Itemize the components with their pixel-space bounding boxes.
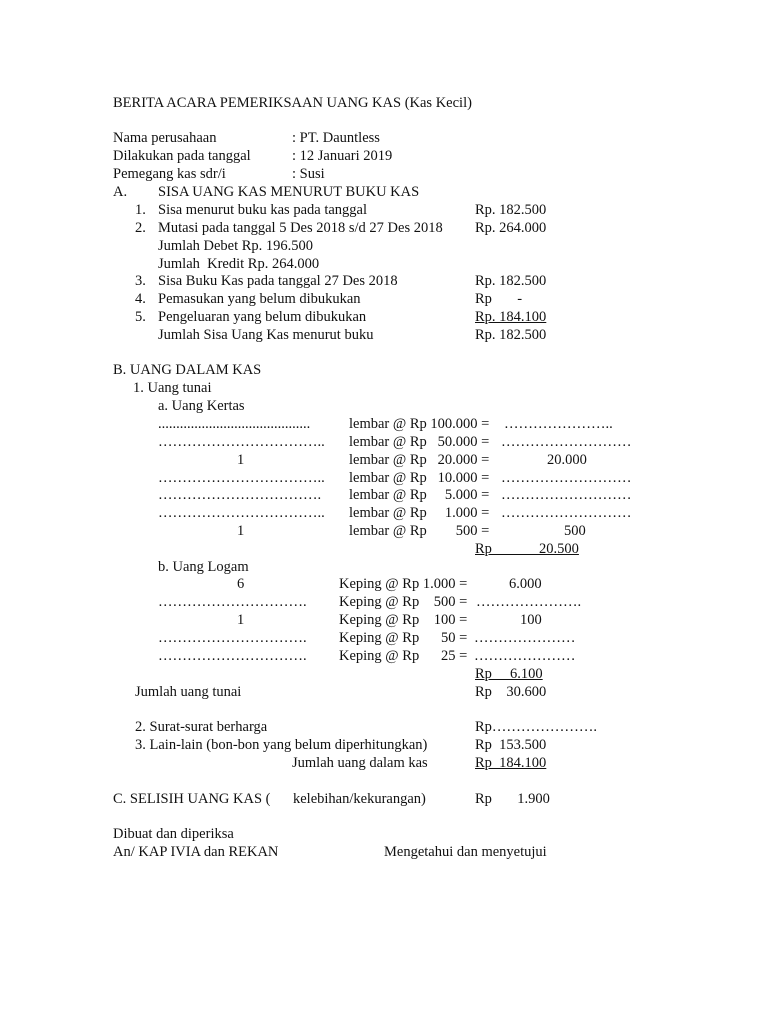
kertas-denomination: lembar @ Rp 10.000 =	[349, 470, 490, 486]
jumlah-uang-tunai-amount: Rp 30.600	[475, 684, 547, 700]
kertas-count: 1	[237, 523, 245, 539]
kertas-denomination: lembar @ Rp 100.000 =	[349, 416, 490, 432]
section-c-paren: kelebihan/kekurangan)	[293, 791, 426, 807]
item-number: 2.	[135, 220, 146, 236]
surat-berharga-amount: Rp………………….	[475, 719, 598, 735]
kertas-subtotal: Rp 20.500	[475, 541, 579, 557]
logam-total: …………………	[474, 648, 576, 664]
item-amount: Rp. 182.500	[475, 202, 547, 218]
logam-count: ………………………….	[158, 648, 307, 664]
logam-count: ………………………….	[158, 630, 307, 646]
lain-lain-amount: Rp 153.500	[475, 737, 547, 753]
kertas-total: ………………………	[501, 505, 632, 521]
company-value: : PT. Dauntless	[292, 130, 380, 146]
kertas-denomination: lembar @ Rp 20.000 =	[349, 452, 490, 468]
kertas-denomination: lembar @ Rp 1.000 =	[349, 505, 490, 521]
logam-denomination: Keping @ Rp 25 =	[339, 648, 468, 664]
uang-tunai-heading: 1. Uang tunai	[133, 380, 212, 396]
section-a-heading: SISA UANG KAS MENURUT BUKU KAS	[158, 184, 420, 200]
date-label: Dilakukan pada tanggal	[113, 148, 251, 164]
kertas-total: 20.000	[547, 452, 587, 468]
kertas-total: …………………..	[504, 416, 613, 432]
item-text: Jumlah Debet Rp. 196.500	[158, 238, 314, 254]
item-text: Jumlah Sisa Uang Kas menurut buku	[158, 327, 374, 343]
date-value: : 12 Januari 2019	[292, 148, 393, 164]
kertas-total: ………………………	[501, 470, 632, 486]
logam-denomination: Keping @ Rp 1.000 =	[339, 576, 468, 592]
kertas-count: ……………………………..	[158, 434, 325, 450]
item-number: 3.	[135, 273, 146, 289]
item-text: Mutasi pada tanggal 5 Des 2018 s/d 27 Des 2018	[158, 220, 443, 236]
section-b-heading: B. UANG DALAM KAS	[113, 362, 262, 378]
logam-denomination: Keping @ Rp 100 =	[339, 612, 468, 628]
logam-total: …………………	[474, 630, 576, 646]
surat-berharga-label: 2. Surat-surat berharga	[135, 719, 268, 735]
item-text: Sisa Buku Kas pada tanggal 27 Des 2018	[158, 273, 398, 289]
kertas-count: ..........................................	[158, 416, 311, 432]
jumlah-uang-tunai-label: Jumlah uang tunai	[135, 684, 242, 700]
kertas-total: 500	[564, 523, 586, 539]
uang-logam-heading: b. Uang Logam	[158, 559, 249, 575]
kertas-total: ………………………	[501, 434, 632, 450]
logam-subtotal: Rp 6.100	[475, 666, 543, 682]
holder-value: : Susi	[292, 166, 325, 182]
kertas-count: 1	[237, 452, 245, 468]
item-number: 4.	[135, 291, 146, 307]
firm-name: An/ KAP IVIA dan REKAN	[113, 844, 279, 860]
logam-total: ………………….	[476, 594, 582, 610]
company-label: Nama perusahaan	[113, 130, 217, 146]
logam-denomination: Keping @ Rp 50 =	[339, 630, 468, 646]
selisih-amount: Rp 1.900	[475, 791, 550, 807]
item-text: Jumlah Kredit Rp. 264.000	[158, 256, 320, 272]
item-amount: Rp. 264.000	[475, 220, 547, 236]
jumlah-uang-dalam-kas-label: Jumlah uang dalam kas	[292, 755, 428, 771]
item-amount: Rp. 182.500	[475, 327, 547, 343]
document-title: BERITA ACARA PEMERIKSAAN UANG KAS (Kas Kecil)	[113, 95, 472, 111]
item-amount: Rp. 182.500	[475, 273, 547, 289]
kertas-denomination: lembar @ Rp 50.000 =	[349, 434, 490, 450]
kertas-total: ………………………	[501, 487, 632, 503]
item-amount: Rp -	[475, 291, 523, 307]
logam-total: 6.000	[509, 576, 542, 592]
item-number: 1.	[135, 202, 146, 218]
logam-denomination: Keping @ Rp 500 =	[339, 594, 468, 610]
logam-count: 1	[237, 612, 245, 628]
holder-label: Pemegang kas sdr/i	[113, 166, 226, 182]
uang-kertas-heading: a. Uang Kertas	[158, 398, 245, 414]
kertas-count: ……………………………..	[158, 470, 325, 486]
item-amount: Rp. 184.100	[475, 309, 547, 325]
approval-label: Mengetahui dan menyetujui	[384, 844, 547, 860]
item-number: 5.	[135, 309, 146, 325]
logam-count: 6	[237, 576, 245, 592]
logam-total: 100	[520, 612, 542, 628]
item-text: Pemasukan yang belum dibukukan	[158, 291, 361, 307]
section-a-marker: A.	[113, 184, 128, 200]
logam-count: ………………………….	[158, 594, 307, 610]
kertas-denomination: lembar @ Rp 500 =	[349, 523, 490, 539]
jumlah-uang-dalam-kas-amount: Rp 184.100	[475, 755, 547, 771]
kertas-count: ……………………………..	[158, 505, 325, 521]
section-c-heading: C. SELISIH UANG KAS (	[113, 791, 271, 807]
item-text: Sisa menurut buku kas pada tanggal	[158, 202, 367, 218]
kertas-count: …………………………….	[158, 487, 322, 503]
item-text: Pengeluaran yang belum dibukukan	[158, 309, 367, 325]
made-by-label: Dibuat dan diperiksa	[113, 826, 234, 842]
lain-lain-label: 3. Lain-lain (bon-bon yang belum diperhitungkan)	[135, 737, 428, 753]
kertas-denomination: lembar @ Rp 5.000 =	[349, 487, 490, 503]
